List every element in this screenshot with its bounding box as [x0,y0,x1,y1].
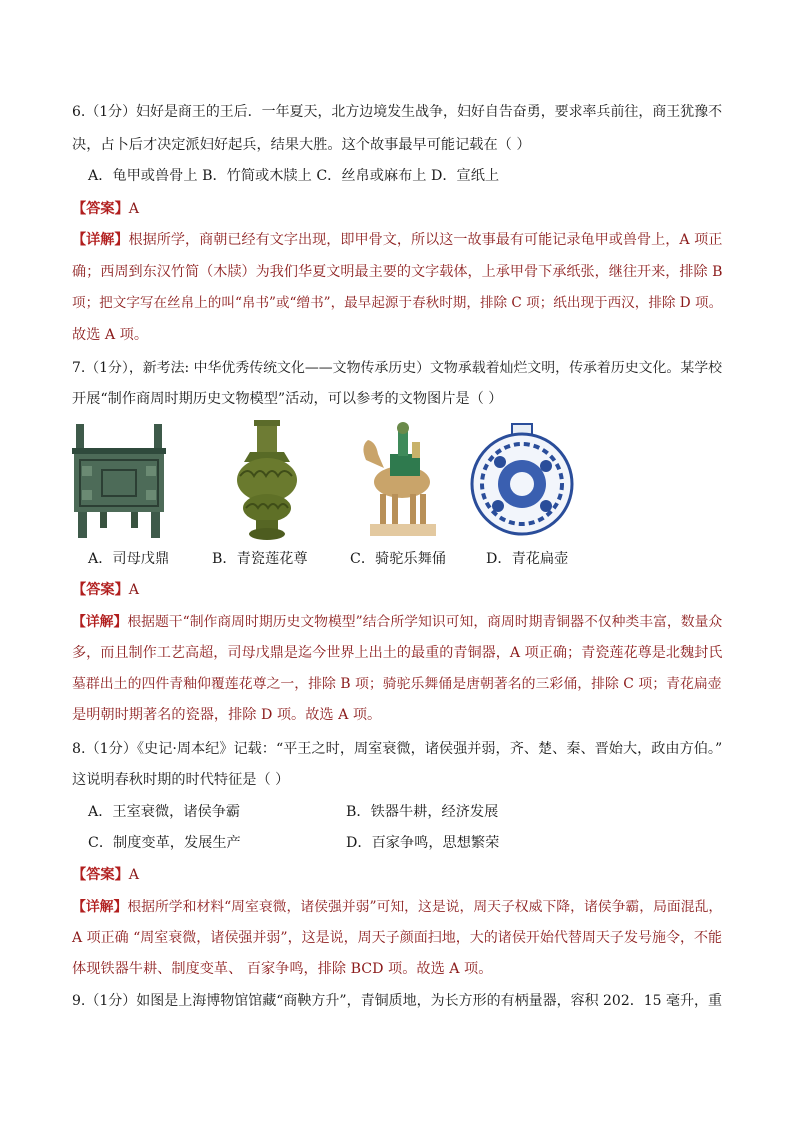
q6-stem-line-2: 决，占卜后才决定派妇好起兵，结果大胜。这个故事最早可能记载在（ ） [72,137,531,153]
q6-detail-line-3: 项；把文字写在丝帛上的叫“帛书”或“缯书”，最早起源于春秋时期，排除 C 项；纸出现于西汉，排除 D 项。 [72,295,723,311]
q8-stem-line-2: 这说明春秋时期的时代特征是（ ） [72,772,290,788]
simuwu-ding-image [70,420,168,540]
q7-detail-line-1: 【详解】根据题干“制作商周时期历史文物模型”结合所学知识可知，商周时期青铜器不仅种类丰富，数量众 [72,614,723,630]
celadon-lotus-zun-image [232,418,302,542]
q8-option-a: A．王室衰微，诸侯争霸 [88,804,241,820]
q7-detail-line-2: 多，而且制作工艺高超，司母戊鼎是迄今世界上出土的最重的青铜器，A 项正确；青瓷莲花尊是北魏封氏 [72,645,723,661]
detail-tag: 【详解】 [72,899,128,915]
q7-stem-line-1: 7.（1分），新考法: 中华优秀传统文化——文物传承历史）文物承载着灿烂文明，传承着历史文化。某学校 [72,360,723,376]
detail-tag: 【详解】 [72,614,128,630]
q7-stem-line-2: 开展“制作商周时期历史文物模型”活动，可以参考的文物图片是（ ） [72,391,503,407]
q8-option-c: C．制度变革，发展生产 [88,835,241,851]
q7-option-b: B．青瓷莲花尊 [212,551,308,567]
detail-tag: 【详解】 [72,232,129,248]
answer-value: A [128,867,140,883]
answer-value: A [128,582,140,598]
q7-detail-line-3: 墓群出土的四件青釉仰覆莲花尊之一，排除 B 项；骑驼乐舞俑是唐朝著名的三彩俑，排除 C 项；青花扁壶 [72,676,722,692]
q8-stem-line-1: 8.（1分）《史记·周本纪》记载：“平王之时，周室衰微，诸侯强并弱，齐、楚、秦、晋始大，政由方伯。” [72,741,723,757]
q8-option-d: D．百家争鸣，思想繁荣 [346,835,500,851]
q6-answer [72,199,139,219]
q8-detail-line-1: 【详解】根据所学和材料“周室衰微，诸侯强并弱”可知，这是说，周天子权威下降，诸侯争霸，局面混乱， [72,899,723,915]
q6-stem-line-1: 6.（1分）妇好是商王的王后．一年夏天，北方边境发生战争，妇好自告奋勇，要求率兵前往，商王犹豫不 [72,104,723,120]
q8-option-b: B．铁器牛耕，经济发展 [346,804,499,820]
answer-tag: 【答案】 [72,867,129,883]
q6-detail-line-4: 故选 A 项。 [72,327,149,343]
q8-answer [72,865,139,885]
answer-tag: 【答案】 [72,582,129,598]
q6-detail-line-2: 确；西周到东汉竹简（木牍）为我们华夏文明最主要的文字载体，上承甲骨下承纸张，继往开来，排除 B [72,264,723,280]
q7-option-a: A．司母戊鼎 [88,551,170,567]
q6-options: A．龟甲或兽骨上 B．竹简或木牍上 C．丝帛或麻布上 D．宣纸上 [88,168,500,184]
q8-detail-line-3: 体现铁器牛耕、制度变革、 百家争鸣，排除 BCD 项。故选 A 项。 [72,961,493,977]
q9-stem-line-1: 9.（1分）如图是上海博物馆馆藏“商鞅方升”，青铜质地，为长方形的有柄量器，容积 202．15 毫升，重 [72,993,723,1009]
q7-option-c: C．骑驼乐舞俑 [350,551,446,567]
q6-detail-line-1: 【详解】根据所学，商朝已经有文字出现，即甲骨文，所以这一故事最有可能记录龟甲或兽骨上，A 项正 [72,232,723,248]
q7-answer [72,580,139,600]
q7-detail-line-4: 是明朝时期著名的瓷器，排除 D 项。故选 A 项。 [72,707,382,723]
camel-musicians-figurine-image [358,420,442,538]
q8-detail-line-2: A 项正确 “周室衰微，诸侯强并弱”，这是说，周天子颜面扫地，大的诸侯开始代替周天子发号施令，不能 [72,930,723,946]
blue-white-flask-image [470,422,574,536]
q7-option-d: D．青花扁壶 [486,551,569,567]
answer-tag: 【答案】 [72,201,129,217]
answer-value: A [128,201,140,217]
